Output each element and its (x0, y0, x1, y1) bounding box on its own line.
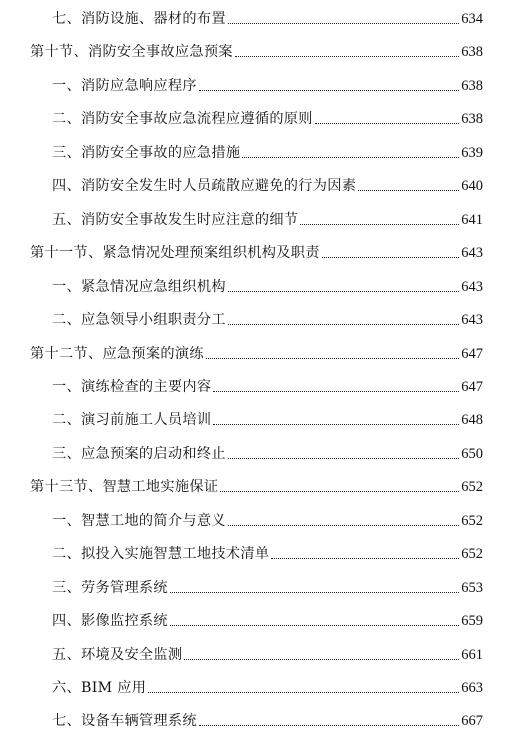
toc-page-number: 663 (461, 680, 483, 696)
toc-subsection-entry[interactable] (0, 704, 514, 730)
toc-entry-title: 一、演练检查的主要内容 (52, 378, 212, 395)
toc-entry-title: 第十一节、紧急情况处理预案组织机构及职责 (30, 245, 320, 262)
toc-dot-leader (228, 23, 459, 24)
toc-entry-title: 二、拟投入实施智慧工地技术清单 (52, 546, 270, 563)
toc-page-number: 641 (461, 211, 483, 228)
toc-dot-leader (170, 592, 459, 593)
toc-dot-leader (271, 558, 459, 559)
toc-entry-title: 二、演习前施工人员培训 (52, 412, 212, 429)
toc-dot-leader (228, 525, 459, 526)
toc-entry-title: 一、智慧工地的简介与意义 (52, 512, 226, 529)
toc-entry-title: 一、紧急情况应急组织机构 (52, 278, 226, 295)
toc-dot-leader (213, 391, 459, 392)
toc-page-number: 638 (461, 77, 483, 94)
toc-page-number: 643 (461, 312, 483, 329)
toc-dot-leader (206, 358, 459, 359)
toc-subsection-entry[interactable] (0, 437, 514, 463)
toc-subsection-entry[interactable] (0, 403, 514, 429)
toc-dot-leader (199, 90, 459, 91)
toc-entry-title: 第十三节、智慧工地实施保证 (30, 479, 219, 496)
toc-entry-title: 六、BIM 应用 (52, 680, 147, 696)
toc-subsection-entry[interactable] (0, 303, 514, 329)
toc-subsection-entry[interactable] (0, 604, 514, 630)
toc-dot-leader (228, 458, 459, 459)
toc-entry-title: 第十二节、应急预案的演练 (30, 345, 204, 362)
toc-entry-title: 四、影像监控系统 (52, 613, 168, 630)
toc-entry-title: 七、消防设施、器材的布置 (52, 11, 226, 27)
toc-dot-leader (315, 123, 459, 124)
toc-entry-title: 四、消防安全发生时人员疏散应避免的行为因素 (52, 178, 357, 195)
toc-page-number: 643 (461, 278, 483, 295)
toc-page-number: 638 (461, 44, 483, 61)
toc-entry-title: 二、应急领导小组职责分工 (52, 312, 226, 329)
toc-page-number: 640 (461, 178, 483, 195)
toc-dot-leader (213, 424, 459, 425)
toc-dot-leader (322, 257, 459, 258)
toc-section-entry[interactable] (0, 470, 514, 496)
toc-page-number: 652 (461, 512, 483, 529)
toc-entry-title: 一、消防应急响应程序 (52, 77, 197, 94)
toc-page-number: 639 (461, 144, 483, 161)
toc-page-number: 652 (461, 479, 483, 496)
toc-subsection-entry[interactable] (0, 102, 514, 128)
toc-page-number: 643 (461, 245, 483, 262)
toc-dot-leader (220, 491, 459, 492)
toc-entry-title: 第十节、消防安全事故应急预案 (30, 44, 233, 61)
toc-subsection-entry[interactable] (0, 638, 514, 664)
toc-dot-leader (242, 157, 459, 158)
toc-dot-leader (235, 56, 459, 57)
toc-dot-leader (228, 324, 459, 325)
toc-subsection-entry[interactable] (0, 537, 514, 563)
toc-subsection-entry[interactable] (0, 270, 514, 296)
toc-entry-title: 三、应急预案的启动和终止 (52, 445, 226, 462)
toc-dot-leader (300, 224, 459, 225)
toc-subsection-entry[interactable] (0, 2, 514, 28)
toc-dot-leader (228, 291, 459, 292)
toc-dot-leader (184, 659, 459, 660)
toc-entry-title: 五、消防安全事故发生时应注意的细节 (52, 211, 299, 228)
toc-dot-leader (358, 190, 459, 191)
toc-subsection-entry[interactable] (0, 203, 514, 229)
toc-page-number: 648 (461, 412, 483, 429)
toc-entry-title: 三、劳务管理系统 (52, 579, 168, 596)
toc-subsection-entry[interactable] (0, 370, 514, 396)
toc-page-number: 638 (461, 111, 483, 128)
toc-page-number: 653 (461, 579, 483, 596)
toc-page-number: 659 (461, 613, 483, 630)
toc-entry-title: 三、消防安全事故的应急措施 (52, 144, 241, 161)
toc-section-entry[interactable] (0, 337, 514, 363)
toc-page-number: 647 (461, 345, 483, 362)
toc-subsection-entry[interactable] (0, 69, 514, 95)
toc-subsection-entry[interactable] (0, 169, 514, 195)
toc-page-number: 652 (461, 546, 483, 563)
toc-dot-leader (199, 725, 459, 726)
toc-page-number: 647 (461, 378, 483, 395)
toc-subsection-entry[interactable] (0, 571, 514, 597)
toc-page-number: 634 (461, 11, 483, 27)
toc-dot-leader (170, 625, 459, 626)
toc-entry-title: 五、环境及安全监测 (52, 646, 183, 663)
toc-subsection-entry[interactable] (0, 671, 514, 697)
toc-section-entry[interactable] (0, 236, 514, 262)
toc-page-number: 667 (461, 713, 483, 730)
toc-subsection-entry[interactable] (0, 504, 514, 530)
toc-entry-title: 七、设备车辆管理系统 (52, 713, 197, 730)
toc-section-entry[interactable] (0, 35, 514, 61)
toc-page-number: 650 (461, 445, 483, 462)
toc-dot-leader (148, 692, 459, 693)
toc-entry-title: 二、消防安全事故应急流程应遵循的原则 (52, 111, 313, 128)
toc-page-number: 661 (461, 646, 483, 663)
toc-subsection-entry[interactable] (0, 136, 514, 162)
